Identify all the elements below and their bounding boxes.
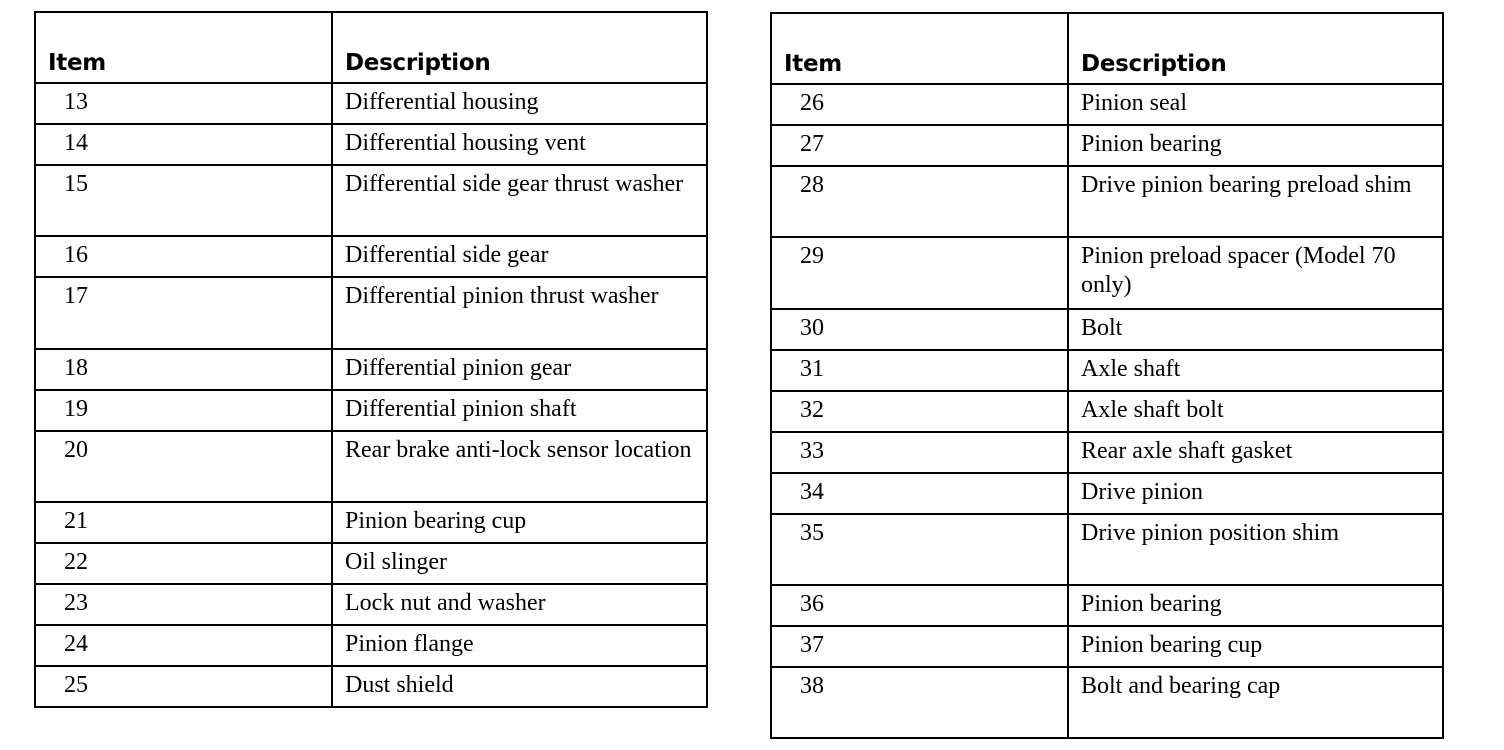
table-header-row: [35, 12, 707, 83]
item-description: Pinion preload spacer (Model 70 only): [1068, 237, 1443, 309]
table-row: [35, 83, 707, 124]
item-description: Pinion bearing: [1068, 125, 1443, 166]
item-description: Dust shield: [332, 666, 707, 707]
table-row: [771, 391, 1443, 432]
item-description: Differential housing: [332, 83, 707, 124]
table-row: [771, 667, 1443, 738]
item-description: Bolt and bearing cap: [1068, 667, 1443, 738]
table-row: [35, 502, 707, 543]
item-number: 19: [35, 390, 332, 431]
item-description: Differential side gear: [332, 236, 707, 277]
item-number: 32: [771, 391, 1068, 432]
table-row: [35, 625, 707, 666]
item-number: 31: [771, 350, 1068, 391]
item-number: 20: [35, 431, 332, 502]
table-row: [35, 390, 707, 431]
item-number: 21: [35, 502, 332, 543]
table-row: [771, 585, 1443, 626]
item-description: Rear axle shaft gasket: [1068, 432, 1443, 473]
table-row: [771, 309, 1443, 350]
item-column-header: Item: [35, 12, 332, 83]
item-description: Differential housing vent: [332, 124, 707, 165]
description-column-header: Description: [332, 12, 707, 83]
table-header-row: [771, 13, 1443, 84]
item-number: 14: [35, 124, 332, 165]
description-column-header: Description: [1068, 13, 1443, 84]
item-description: Axle shaft bolt: [1068, 391, 1443, 432]
item-number: 34: [771, 473, 1068, 514]
item-number: 17: [35, 277, 332, 349]
table-row: [35, 236, 707, 277]
table-row: [35, 277, 707, 349]
item-number: 29: [771, 237, 1068, 309]
table-row: [35, 431, 707, 502]
table-row: [35, 124, 707, 165]
item-description: Bolt: [1068, 309, 1443, 350]
parts-table-right: [770, 12, 1444, 739]
item-description: Lock nut and washer: [332, 584, 707, 625]
item-number: 35: [771, 514, 1068, 585]
table-row: [35, 165, 707, 236]
item-description: Differential pinion gear: [332, 349, 707, 390]
item-description: Pinion bearing: [1068, 585, 1443, 626]
parts-table-left: [34, 11, 708, 708]
item-description: Oil slinger: [332, 543, 707, 584]
table-row: [771, 125, 1443, 166]
item-number: 25: [35, 666, 332, 707]
item-number: 13: [35, 83, 332, 124]
table-row: [35, 584, 707, 625]
table-row: [771, 473, 1443, 514]
item-number: 26: [771, 84, 1068, 125]
item-description: Pinion bearing cup: [1068, 626, 1443, 667]
item-description: Differential side gear thrust washer: [332, 165, 707, 236]
item-number: 33: [771, 432, 1068, 473]
item-number: 27: [771, 125, 1068, 166]
table-row: [771, 84, 1443, 125]
item-description: Drive pinion bearing preload shim: [1068, 166, 1443, 237]
item-column-header: Item: [771, 13, 1068, 84]
item-number: 22: [35, 543, 332, 584]
item-description: Pinion bearing cup: [332, 502, 707, 543]
item-number: 24: [35, 625, 332, 666]
item-description: Differential pinion shaft: [332, 390, 707, 431]
table-row: [35, 349, 707, 390]
table-row: [35, 543, 707, 584]
table-row: [771, 350, 1443, 391]
item-number: 16: [35, 236, 332, 277]
item-description: Drive pinion: [1068, 473, 1443, 514]
item-description: Pinion flange: [332, 625, 707, 666]
item-number: 30: [771, 309, 1068, 350]
item-number: 23: [35, 584, 332, 625]
item-number: 37: [771, 626, 1068, 667]
table-row: [771, 237, 1443, 309]
table-row: [771, 166, 1443, 237]
item-number: 18: [35, 349, 332, 390]
item-number: 38: [771, 667, 1068, 738]
table-row: [771, 432, 1443, 473]
table-row: [771, 626, 1443, 667]
item-description: Rear brake anti-lock sensor location: [332, 431, 707, 502]
item-number: 36: [771, 585, 1068, 626]
item-description: Pinion seal: [1068, 84, 1443, 125]
item-number: 28: [771, 166, 1068, 237]
item-description: Drive pinion position shim: [1068, 514, 1443, 585]
item-number: 15: [35, 165, 332, 236]
item-description: Axle shaft: [1068, 350, 1443, 391]
table-row: [771, 514, 1443, 585]
table-row: [35, 666, 707, 707]
item-description: Differential pinion thrust washer: [332, 277, 707, 349]
